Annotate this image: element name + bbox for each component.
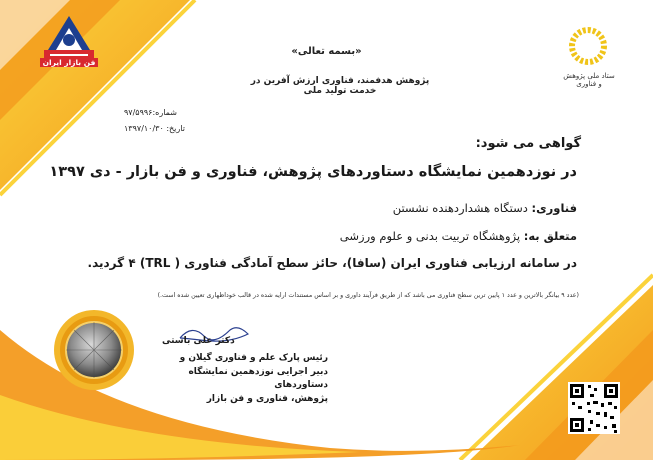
owner-label: متعلق به: <box>523 229 577 243</box>
signatory-title <box>150 352 328 406</box>
fanbazar-logo-caption: فن بازار ایران <box>40 58 98 67</box>
owner-line <box>340 229 577 243</box>
date-value: ۱۳۹۷/۱۰/۳۰ <box>124 124 164 133</box>
signatory-title-line-1: رئیس پارک علم و فناوری گیلان و <box>179 353 328 363</box>
national-research-logo-caption: ستاد ملی پژوهش و فناوری <box>563 72 615 88</box>
number-value: ۹۷/۵۹۹۶ <box>124 108 153 117</box>
qr-code-icon <box>568 382 620 434</box>
signatory-title-line-2: دبیر اجرایی نوزدهمین نمایشگاه دستاوردهای <box>188 366 328 390</box>
document-date <box>124 124 185 133</box>
trl-result-line: در سامانه ارزیابی فناوری ایران (سافا)، حائز سطح آمادگی فناوری ( TRL) ۴ گردید. <box>87 256 577 270</box>
bismillah-heading: «بسمه تعالی» <box>291 46 362 57</box>
footnote: (عدد ۹ بیانگر بالاترین و عدد ۱ پایین ترین سطح فناوری می باشد که از طریق فرآیند داوری و بر اساس مستندات ارایه شده در قالب خوداظهاری تعیین شده است.) <box>157 292 579 299</box>
tagline: پژوهش هدفمند، فناوری ارزش آفرین در خدمت تولید ملی <box>250 76 430 96</box>
signatory-title-line-3: پژوهش، فناوری و فن بازار <box>206 393 328 404</box>
gold-seal-icon <box>54 310 134 390</box>
bottom-right-corner-decoration <box>460 275 653 460</box>
document-number <box>124 108 177 117</box>
certify-heading: گواهی می شود: <box>475 136 581 151</box>
number-label: شماره: <box>152 108 177 117</box>
technology-label: فناوری: <box>531 201 577 215</box>
owner-value: پژوهشگاه تربیت بدنی و علوم ورزشی <box>339 229 521 243</box>
signatory-name: دکتر علی باستی <box>162 336 235 346</box>
technology-value: دستگاه هشداردهنده نشستن <box>392 201 528 215</box>
technology-line <box>393 201 577 215</box>
date-label: تاریخ: <box>166 124 185 133</box>
event-line: در نوزدهمین نمایشگاه دستاوردهای پژوهش، فناوری و فن بازار - دی ۱۳۹۷ <box>49 164 577 180</box>
